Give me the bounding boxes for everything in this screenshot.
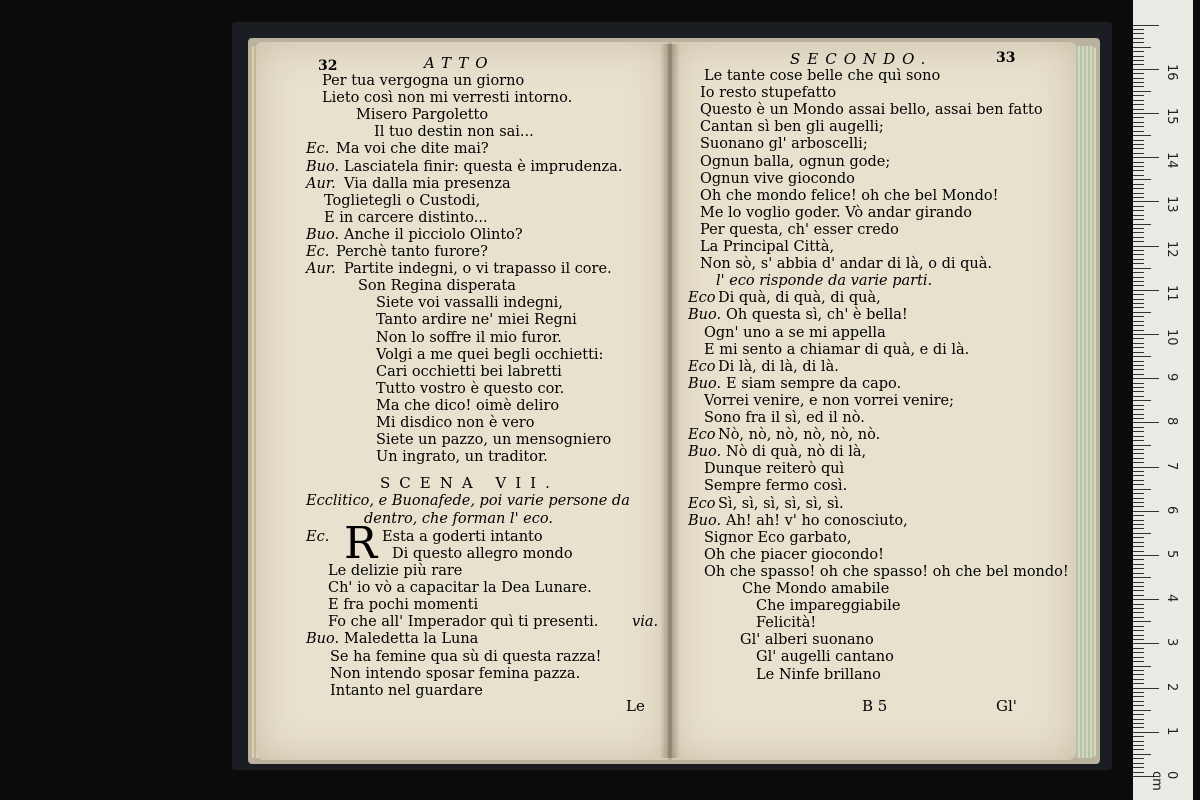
ruler-tick xyxy=(1133,714,1144,715)
ruler-label: 11 xyxy=(1164,284,1179,302)
ruler-tick xyxy=(1133,131,1144,132)
book-gutter xyxy=(660,44,680,758)
verse-line: Felicità! xyxy=(756,615,817,632)
ruler-label: 6 xyxy=(1164,505,1179,515)
ruler-tick xyxy=(1133,254,1144,255)
ruler-tick xyxy=(1133,582,1144,583)
ruler-tick xyxy=(1133,635,1144,636)
verse-line: Volgi a me quei begli occhietti: xyxy=(376,346,604,363)
ruler-tick xyxy=(1133,736,1144,737)
ruler-tick xyxy=(1133,719,1144,720)
verse-line: Cantan sì ben gli augelli; xyxy=(700,119,884,136)
ruler-label: 14 xyxy=(1164,152,1179,169)
signature-mark: B 5 xyxy=(862,697,888,715)
verse-line: Cari occhietti bei labretti xyxy=(376,363,562,380)
ruler-tick xyxy=(1133,396,1144,397)
ruler-tick xyxy=(1133,453,1144,454)
ruler-label: 0 cm xyxy=(1149,771,1179,791)
ruler-tick xyxy=(1133,215,1144,216)
ruler-tick xyxy=(1133,33,1144,34)
ruler-tick xyxy=(1133,489,1151,490)
ruler-tick xyxy=(1133,462,1144,463)
verse-line: Tanto ardire ne' miei Regni xyxy=(376,312,577,329)
ruler-tick xyxy=(1133,56,1144,57)
ruler-tick xyxy=(1133,330,1144,331)
ruler-tick xyxy=(1133,639,1144,640)
verse-line: Nò, nò, nò, nò, nò, nò. xyxy=(718,427,881,444)
ruler-tick xyxy=(1133,135,1151,136)
ruler-tick xyxy=(1133,520,1144,521)
ruler-tick xyxy=(1133,511,1159,512)
ruler-tick xyxy=(1133,383,1144,384)
ruler-tick xyxy=(1133,767,1144,768)
verse-line: Non lo soffre il mio furor. xyxy=(376,329,562,346)
ruler-tick xyxy=(1133,356,1151,357)
verse-line: Nò di quà, nò di là, xyxy=(726,444,867,461)
ruler-tick xyxy=(1133,564,1144,565)
ruler-label: 12 xyxy=(1164,240,1179,258)
ruler-tick xyxy=(1133,533,1151,534)
ruler-label: 16 xyxy=(1164,63,1179,81)
speaker-label: Buo. xyxy=(688,512,722,529)
ruler-tick xyxy=(1133,193,1144,194)
verse-line: Tutto vostro è questo cor. xyxy=(376,380,565,397)
verse-line: Per tua vergogna un giorno xyxy=(322,73,525,89)
ruler-tick xyxy=(1133,749,1144,750)
verse-line: Via dalla mia presenza xyxy=(344,175,511,192)
speaker-label: Buo. xyxy=(306,631,340,648)
ruler-tick xyxy=(1133,91,1151,92)
ruler-tick xyxy=(1133,113,1159,114)
verse-line: Un ingrato, un traditor. xyxy=(376,449,548,466)
ruler-tick xyxy=(1133,334,1159,335)
ruler-tick xyxy=(1133,471,1144,472)
ruler-tick xyxy=(1133,369,1144,370)
verse-line: Ognun vive giocondo xyxy=(700,170,855,187)
ruler-tick xyxy=(1133,745,1144,746)
stage-direction-line-1: Ecclitico, e Buonafede, poi varie persone da xyxy=(306,493,630,509)
speaker-label: Buo. xyxy=(688,375,722,392)
ruler-tick xyxy=(1133,60,1144,61)
ruler-tick xyxy=(1133,352,1144,353)
ruler-tick xyxy=(1133,758,1144,759)
ruler-label: 9 xyxy=(1164,373,1179,382)
verse-line: Ma che dico! oimè deliro xyxy=(376,397,560,414)
ruler-tick xyxy=(1133,224,1151,225)
right-running-head: SECONDO. xyxy=(790,50,933,68)
ruler-tick xyxy=(1133,431,1144,432)
right-page-edges xyxy=(1076,46,1096,758)
verse-line: Vorrei venire, e non vorrei venire; xyxy=(704,392,955,409)
ruler-tick xyxy=(1133,467,1159,468)
ruler-tick xyxy=(1133,197,1144,198)
ruler-tick xyxy=(1133,307,1144,308)
ruler-tick xyxy=(1133,294,1144,295)
ruler-tick xyxy=(1133,599,1159,600)
verse-line: Siete un pazzo, un mensogniero xyxy=(376,432,612,449)
ruler-tick xyxy=(1133,626,1144,627)
speaker-label: Eco xyxy=(688,427,716,444)
ruler-tick xyxy=(1133,405,1144,406)
speaker-label: Buo. xyxy=(306,226,340,243)
verse-line: Oh che spasso! oh che spasso! oh che bel mondo! xyxy=(704,563,1069,580)
ruler-tick xyxy=(1133,201,1159,202)
verse-line: Io resto stupefatto xyxy=(700,85,837,102)
verse-line: Son Regina disperata xyxy=(358,278,516,295)
ruler-tick xyxy=(1133,343,1144,344)
stage-direction: l' eco risponde da varie parti. xyxy=(716,273,933,290)
stage-direction-line-2: dentro, che forman l' eco. xyxy=(364,511,553,527)
ruler-tick xyxy=(1133,612,1144,613)
ruler-tick xyxy=(1133,166,1144,167)
speaker-label: Buo. xyxy=(688,307,722,324)
ruler-tick xyxy=(1133,688,1159,689)
ruler-tick xyxy=(1133,422,1159,423)
ruler-tick xyxy=(1133,277,1144,278)
ruler-label: 10 xyxy=(1164,329,1179,346)
verse-line: Sempre fermo così. xyxy=(704,478,848,495)
ruler-tick xyxy=(1133,617,1144,618)
ruler-label: 7 xyxy=(1164,461,1179,470)
verse-line: Me lo voglio goder. Vò andar girando xyxy=(700,204,973,221)
speaker-label: Aur. xyxy=(306,175,336,192)
verse-line: Di quà, di quà, di quà, xyxy=(718,290,881,307)
ruler-tick xyxy=(1133,763,1144,764)
ruler-tick xyxy=(1133,153,1144,154)
ruler-tick xyxy=(1133,82,1144,83)
ruler-tick xyxy=(1133,551,1144,552)
ruler-tick xyxy=(1133,657,1144,658)
verse-line: Ognun balla, ognun gode; xyxy=(700,153,891,170)
ruler-tick xyxy=(1133,290,1159,291)
verse-line: Di là, di là, di là. xyxy=(718,358,839,375)
ruler-tick xyxy=(1133,732,1159,733)
ruler-tick xyxy=(1133,206,1144,207)
verse-line: Anche il picciolo Olinto? xyxy=(344,226,523,243)
verse-line: Sono fra il sì, ed il nò. xyxy=(704,410,865,426)
ruler-label: 8 xyxy=(1164,417,1179,426)
ruler-tick xyxy=(1133,648,1144,649)
speaker-label: Buo. xyxy=(688,444,722,461)
ruler-tick xyxy=(1133,338,1144,339)
ruler-tick xyxy=(1133,263,1144,264)
ruler-tick xyxy=(1133,666,1151,667)
ruler-tick xyxy=(1133,480,1144,481)
ruler-tick xyxy=(1133,126,1144,127)
ruler-tick xyxy=(1133,184,1144,185)
ruler-tick xyxy=(1133,440,1144,441)
ruler-tick xyxy=(1133,555,1159,556)
ruler-tick xyxy=(1133,670,1144,671)
ruler-label: 1 xyxy=(1164,726,1179,736)
verse-line: Misero Pargoletto xyxy=(356,107,489,124)
ruler-tick xyxy=(1133,537,1144,538)
ruler-tick xyxy=(1133,179,1151,180)
verse-line: Perchè tanto furore? xyxy=(336,244,488,260)
ruler-tick xyxy=(1133,701,1144,702)
ruler-tick xyxy=(1133,162,1144,163)
ruler-tick xyxy=(1133,528,1144,529)
verse-line: La Principal Città, xyxy=(700,239,835,255)
ruler-tick xyxy=(1133,321,1144,322)
ruler-tick xyxy=(1133,175,1144,176)
verse-line: Oh che mondo felice! oh che bel Mondo! xyxy=(700,187,999,204)
ruler-tick xyxy=(1133,228,1144,229)
ruler-tick xyxy=(1133,69,1159,70)
drop-cap: R xyxy=(344,518,378,569)
ruler-tick xyxy=(1133,449,1144,450)
verse-line: Gl' alberi suonano xyxy=(740,632,874,649)
ruler-tick xyxy=(1133,170,1144,171)
ruler-tick xyxy=(1133,409,1144,410)
speaker-label: Aur. xyxy=(306,261,336,278)
ruler-tick xyxy=(1133,86,1144,87)
left-catchword: Le xyxy=(626,697,645,715)
ruler-tick xyxy=(1133,414,1144,415)
ruler-tick xyxy=(1133,268,1151,269)
ruler-tick xyxy=(1133,577,1151,578)
ruler-tick xyxy=(1133,109,1144,110)
ruler-tick xyxy=(1133,498,1144,499)
verse-line: Signor Eco garbato, xyxy=(704,529,852,546)
ruler-tick xyxy=(1133,475,1144,476)
verse-line: Partite indegni, o vi trapasso il core. xyxy=(344,261,612,278)
ruler-tick xyxy=(1133,47,1151,48)
ruler-tick xyxy=(1133,400,1151,401)
ruler-tick xyxy=(1133,157,1159,158)
ruler-label: 15 xyxy=(1164,108,1179,125)
verse-line: E in carcere distinto... xyxy=(324,209,488,226)
verse-line: Ma voi che dite mai? xyxy=(336,141,489,158)
ruler-tick xyxy=(1133,95,1144,96)
ruler-tick xyxy=(1133,754,1151,755)
verse-line: Le delizie più rare xyxy=(328,563,463,579)
ruler-tick xyxy=(1133,78,1144,79)
verse-line: Siete voi vassalli indegni, xyxy=(376,295,563,312)
ruler-tick xyxy=(1133,710,1151,711)
ruler-tick xyxy=(1133,542,1144,543)
ruler-tick xyxy=(1133,100,1144,101)
ruler-tick xyxy=(1133,122,1144,123)
ruler-tick xyxy=(1133,391,1144,392)
ruler-tick xyxy=(1133,29,1144,30)
right-page-number: 33 xyxy=(996,50,1016,66)
ruler-tick xyxy=(1133,117,1144,118)
ruler-tick xyxy=(1133,621,1151,622)
ruler-tick xyxy=(1133,608,1144,609)
ruler-tick xyxy=(1133,104,1144,105)
ruler-tick xyxy=(1133,148,1144,149)
ruler-tick xyxy=(1133,573,1144,574)
ruler-tick xyxy=(1133,559,1144,560)
drop-cap-line-1: Esta a goderti intanto xyxy=(382,529,543,545)
ruler-tick xyxy=(1133,674,1144,675)
verse-line: E mi sento a chiamar di quà, e di là. xyxy=(704,341,970,358)
ruler-tick xyxy=(1133,361,1144,362)
speaker-label: Ec. xyxy=(306,244,330,260)
verse-line: Gl' augelli cantano xyxy=(756,649,894,666)
verse-line: Lieto così non mi verresti intorno. xyxy=(322,90,573,107)
verse-line: Le Ninfe brillano xyxy=(756,666,881,683)
verse-line: Il tuo destin non sai... xyxy=(374,124,534,141)
ruler-tick xyxy=(1133,652,1144,653)
verse-line: Non intendo sposar femina pazza. xyxy=(330,665,581,682)
ruler-tick xyxy=(1133,727,1144,728)
verse-line: Che impareggiabile xyxy=(756,598,901,615)
ruler-tick xyxy=(1133,378,1159,379)
ruler-tick xyxy=(1133,630,1144,631)
ruler-tick xyxy=(1133,696,1144,697)
ruler-tick xyxy=(1133,51,1144,52)
ruler-tick xyxy=(1133,259,1144,260)
ruler-tick xyxy=(1133,679,1144,680)
drop-cap-line-2: Di questo allegro mondo xyxy=(392,546,573,562)
verse-line: E fra pochi momenti xyxy=(328,597,479,614)
verse-line: Ah! ah! v' ho conosciuto, xyxy=(726,512,908,529)
ruler-tick xyxy=(1133,506,1144,507)
verse-line: Questo è un Mondo assai bello, assai ben fatto xyxy=(700,102,1043,119)
verse-line: Mi disdico non è vero xyxy=(376,415,535,431)
ruler-tick xyxy=(1133,25,1159,26)
ruler-tick xyxy=(1133,272,1144,273)
speaker-label: Ec. xyxy=(306,529,330,545)
exit-direction: via. xyxy=(632,614,659,631)
ruler-tick xyxy=(1133,210,1144,211)
speaker-label: Ec. xyxy=(306,141,330,158)
ruler-tick xyxy=(1133,387,1144,388)
ruler-tick xyxy=(1133,427,1144,428)
ruler-tick xyxy=(1133,281,1144,282)
ruler-tick xyxy=(1133,590,1144,591)
verse-line: Che Mondo amabile xyxy=(742,581,890,597)
ruler-tick xyxy=(1133,42,1144,43)
ruler-tick xyxy=(1133,586,1144,587)
ruler-tick xyxy=(1133,246,1159,247)
ruler-label: 2 xyxy=(1164,682,1179,691)
ruler-tick xyxy=(1133,365,1144,366)
ruler-tick xyxy=(1133,484,1144,485)
left-page-number: 32 xyxy=(318,58,338,74)
verse-line: Suonano gl' arboscelli; xyxy=(700,136,868,153)
ruler-tick xyxy=(1133,546,1144,547)
measurement-ruler xyxy=(1133,0,1193,800)
ruler-tick xyxy=(1133,312,1151,313)
ruler-tick xyxy=(1133,316,1144,317)
ruler-tick xyxy=(1133,232,1144,233)
left-running-head: ATTO xyxy=(424,54,495,72)
ruler-tick xyxy=(1133,568,1144,569)
ruler-tick xyxy=(1133,643,1159,644)
speaker-label: Eco xyxy=(688,358,716,375)
ruler-tick xyxy=(1133,524,1144,525)
ruler-tick xyxy=(1133,493,1144,494)
ruler-tick xyxy=(1133,661,1144,662)
verse-line: Intanto nel guardare xyxy=(330,682,483,699)
ruler-label: 4 xyxy=(1164,594,1179,603)
ruler-tick xyxy=(1133,299,1144,300)
verse-line: Lasciatela finir: questa è imprudenza. xyxy=(344,158,623,175)
ruler-tick xyxy=(1133,347,1144,348)
ruler-tick xyxy=(1133,436,1144,437)
ruler-tick xyxy=(1133,741,1144,742)
ruler-tick xyxy=(1133,303,1144,304)
speaker-label: Eco xyxy=(688,290,716,307)
ruler-tick xyxy=(1133,604,1144,605)
ruler-tick xyxy=(1133,723,1144,724)
verse-line: Ch' io vò a capacitar la Dea Lunare. xyxy=(328,580,592,597)
verse-line: Sì, sì, sì, sì, sì, sì. xyxy=(718,495,844,512)
ruler-tick xyxy=(1133,458,1144,459)
ruler-label: 5 xyxy=(1164,550,1179,559)
verse-line: Ogn' uno a se mi appella xyxy=(704,324,886,341)
ruler-tick xyxy=(1133,705,1144,706)
verse-line: Le tante cose belle che quì sono xyxy=(704,68,941,84)
ruler-label: 3 xyxy=(1164,638,1179,647)
verse-line: Se ha femine qua sù di questa razza! xyxy=(330,648,602,665)
verse-line: Fo che all' Imperador quì ti presenti. xyxy=(328,614,599,631)
ruler-tick xyxy=(1133,692,1144,693)
verse-line: Oh questa sì, ch' è bella! xyxy=(726,307,908,324)
ruler-tick xyxy=(1133,595,1144,596)
verse-line: Per questa, ch' esser credo xyxy=(700,221,899,238)
ruler-tick xyxy=(1133,285,1144,286)
ruler-tick xyxy=(1133,772,1144,773)
verse-line: Dunque reiterò quì xyxy=(704,461,845,478)
verse-line: Non sò, s' abbia d' andar di là, o di quà. xyxy=(700,256,992,273)
ruler-tick xyxy=(1133,144,1144,145)
ruler-tick xyxy=(1133,241,1144,242)
speaker-label: Eco xyxy=(688,495,716,512)
speaker-label: Buo. xyxy=(306,158,340,175)
right-catchword: Gl' xyxy=(996,697,1017,715)
ruler-tick xyxy=(1133,374,1144,375)
verse-line: Oh che piacer giocondo! xyxy=(704,546,884,563)
ruler-tick xyxy=(1133,515,1144,516)
ruler-tick xyxy=(1133,325,1144,326)
ruler-tick xyxy=(1133,445,1151,446)
verse-line: Maledetta la Luna xyxy=(344,631,479,648)
ruler-tick xyxy=(1133,502,1144,503)
ruler-tick xyxy=(1133,38,1144,39)
ruler-label: 13 xyxy=(1164,196,1179,213)
verse-line: E siam sempre da capo. xyxy=(726,375,902,392)
ruler-tick xyxy=(1133,237,1144,238)
ruler-tick xyxy=(1133,73,1144,74)
ruler-tick xyxy=(1133,418,1144,419)
scene-heading: SCENA VII. xyxy=(380,474,559,492)
ruler-tick xyxy=(1133,140,1144,141)
ruler-tick xyxy=(1133,683,1144,684)
ruler-tick xyxy=(1133,250,1144,251)
verse-line: Toglietegli o Custodi, xyxy=(324,192,481,209)
ruler-tick xyxy=(1133,188,1144,189)
ruler-tick xyxy=(1133,64,1144,65)
ruler-tick xyxy=(1133,219,1144,220)
